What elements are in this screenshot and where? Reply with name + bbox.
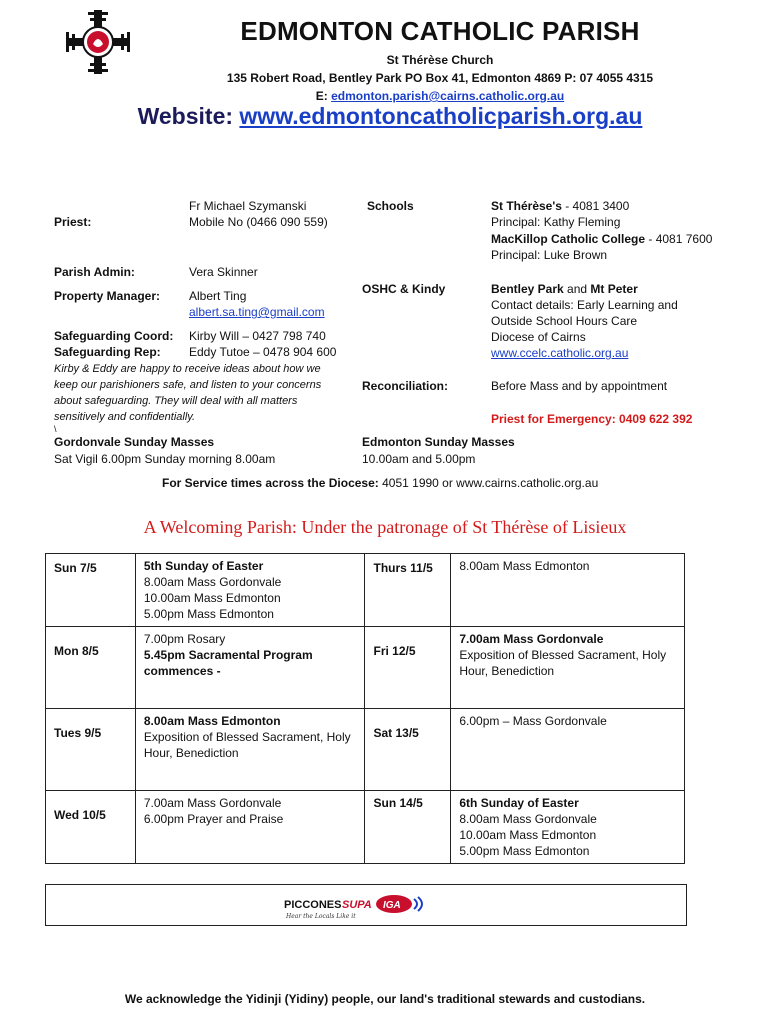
therese-principal: Principal: Kathy Fleming: [491, 215, 621, 229]
website-line: [110, 103, 670, 130]
day-label: Fri 12/5: [373, 644, 416, 658]
mackillop-school-name: MacKillop Catholic College: [491, 232, 646, 246]
sponsor-brand: IGA: [383, 900, 401, 911]
safeguard-coord: Kirby Will – 0427 798 740: [189, 329, 326, 343]
acknowledgement: We acknowledge the Yidinji (Yidiny) people, our land's traditional stewards and custodians.: [124, 992, 646, 1006]
manager-label: Property Manager:: [54, 289, 161, 303]
sponsor-supa: SUPA: [342, 899, 372, 911]
therese-school: [491, 198, 629, 214]
reconciliation-label: Reconciliation:: [362, 379, 449, 393]
day-label: Sun 14/5: [373, 796, 423, 810]
oshc-and: and: [563, 282, 591, 296]
schedule-row: [46, 627, 685, 709]
schedule-day: [46, 791, 136, 864]
safeguard-rep: Eddy Tutoe – 0478 904 600: [189, 345, 337, 359]
mackillop-school-phone: - 4081 7600: [645, 232, 713, 246]
schedule-events: [451, 554, 685, 627]
schedule-day: [46, 554, 136, 627]
event-line: 7.00pm Rosary: [143, 632, 226, 646]
event-line: 10.00am Mass Edmonton: [459, 828, 597, 842]
therese-school-name: St Thérèse's: [491, 199, 562, 213]
service-label: For Service times across the Diocese:: [162, 476, 379, 490]
event-line: Exposition of Blessed Sacrament, Holy Hour, Benediction: [459, 648, 667, 678]
event-line: 8.00am Mass Gordonvale: [459, 812, 597, 826]
day-label: Sat 13/5: [373, 726, 419, 740]
oshc-line2: Outside School Hours Care: [491, 314, 638, 328]
oshc-line1: Contact details: Early Learning and: [491, 298, 678, 312]
email-line: [140, 89, 740, 103]
event-line: 6th Sunday of Easter: [459, 796, 579, 810]
priest-mobile: Mobile No (0466 090 559): [189, 215, 328, 229]
oshc-bentley: Bentley Park: [491, 282, 564, 296]
event-line: 8.00am Mass Gordonvale: [143, 575, 282, 589]
reconciliation-value: Before Mass and by appointment: [491, 379, 668, 393]
event-line: Exposition of Blessed Sacrament, Holy Hour, Benediction: [143, 730, 351, 760]
mackillop-principal: Principal: Luke Brown: [491, 248, 608, 262]
gordonvale-times: Sat Vigil 6.00pm Sunday morning 8.00am: [54, 452, 276, 466]
parish-address: 135 Robert Road, Bentley Park PO Box 41, Edmonton 4869 P: 07 4055 4315: [226, 71, 654, 85]
schools-label: Schools: [367, 199, 414, 213]
schedule-row: [46, 709, 685, 791]
event-line: 8.00am Mass Edmonton: [459, 559, 590, 573]
website-label: Website:: [137, 103, 234, 129]
schedule-day: [365, 791, 451, 864]
admin-label: Parish Admin:: [54, 265, 135, 279]
ccelc-link[interactable]: www.ccelc.catholic.org.au: [491, 346, 629, 360]
event-line: 5.45pm Sacramental Program commences -: [143, 648, 313, 678]
website-link[interactable]: www.edmontoncatholicparish.org.au: [239, 103, 643, 129]
day-label: Tues 9/5: [54, 726, 102, 740]
schedule-events: [451, 627, 685, 709]
sponsor-tagline: Hear the Locals Like it: [286, 913, 356, 920]
gordonvale-title: Gordonvale Sunday Masses: [54, 435, 215, 449]
safeguard-rep-label: Safeguarding Rep:: [54, 345, 161, 359]
edmonton-times: 10.00am and 5.00pm: [362, 452, 476, 466]
piccones-iga-logo: [276, 893, 466, 921]
schedule-events: [135, 554, 365, 627]
schedule-events: [135, 627, 365, 709]
schedule-day: [365, 554, 451, 627]
safeguard-note: Kirby & Eddy are happy to receive ideas about how we keep our parishioners safe, and listen to your concerns about safeguarding. They will deal with all matters sensitively and confidentially.: [54, 363, 322, 423]
schedule-events: [451, 791, 685, 864]
welcome-heading: A Welcoming Parish: Under the patronage of St Thérèse of Lisieux: [143, 517, 627, 537]
day-label: Wed 10/5: [54, 808, 106, 822]
priest-label: Priest:: [54, 215, 92, 229]
admin-name: Vera Skinner: [189, 265, 258, 279]
sponsor-box: [45, 884, 687, 926]
manager-name: Albert Ting: [189, 289, 247, 303]
event-line: 5.00pm Mass Edmonton: [143, 607, 274, 621]
oshc-heading: [491, 281, 638, 297]
schedule-day: [365, 709, 451, 791]
day-label: Sun 7/5: [54, 561, 97, 575]
manager-email[interactable]: albert.sa.ting@gmail.com: [189, 305, 325, 319]
diocese-service-line: [162, 475, 598, 491]
mackillop-school: [491, 231, 712, 247]
oshc-line3: Diocese of Cairns: [491, 330, 586, 344]
schedule-row: [46, 791, 685, 864]
schedule-day: [46, 627, 136, 709]
parish-title: EDMONTON CATHOLIC PARISH: [240, 16, 640, 46]
safeguard-coord-label: Safeguarding Coord:: [54, 329, 174, 343]
stray-backslash: \: [54, 424, 57, 434]
event-line: 10.00am Mass Edmonton: [143, 591, 281, 605]
event-line: 5.00pm Mass Edmonton: [459, 844, 590, 858]
service-value: 4051 1990 or www.cairns.catholic.org.au: [378, 476, 599, 490]
edmonton-title: Edmonton Sunday Masses: [362, 435, 515, 449]
schedule-events: [135, 709, 365, 791]
church-name: St Thérèse Church: [386, 53, 494, 67]
sponsor-name: PICCONES: [284, 899, 342, 911]
parish-logo: [62, 8, 134, 76]
event-line: 5th Sunday of Easter: [143, 559, 264, 573]
day-label: Thurs 11/5: [373, 561, 433, 575]
schedule-row: [46, 554, 685, 627]
day-label: Mon 8/5: [54, 644, 99, 658]
oshc-mtpeter: Mt Peter: [590, 282, 638, 296]
schedule-events: [451, 709, 685, 791]
schedule-day: [365, 627, 451, 709]
event-line: 7.00am Mass Gordonvale: [459, 632, 604, 646]
event-line: 8.00am Mass Edmonton: [143, 714, 281, 728]
weekly-schedule: [45, 553, 685, 864]
oshc-label: OSHC & Kindy: [362, 282, 446, 296]
emergency-contact: Priest for Emergency: 0409 622 392: [491, 412, 693, 426]
therese-school-phone: - 4081 3400: [561, 199, 630, 213]
event-line: 6.00pm Prayer and Praise: [143, 812, 284, 826]
email-prefix: E:: [315, 89, 332, 103]
schedule-day: [46, 709, 136, 791]
event-line: 6.00pm – Mass Gordonvale: [459, 714, 607, 728]
schedule-events: [135, 791, 365, 864]
event-line: 7.00am Mass Gordonvale: [143, 796, 282, 810]
priest-name: Fr Michael Szymanski: [189, 199, 307, 213]
email-link[interactable]: edmonton.parish@cairns.catholic.org.au: [331, 89, 565, 103]
